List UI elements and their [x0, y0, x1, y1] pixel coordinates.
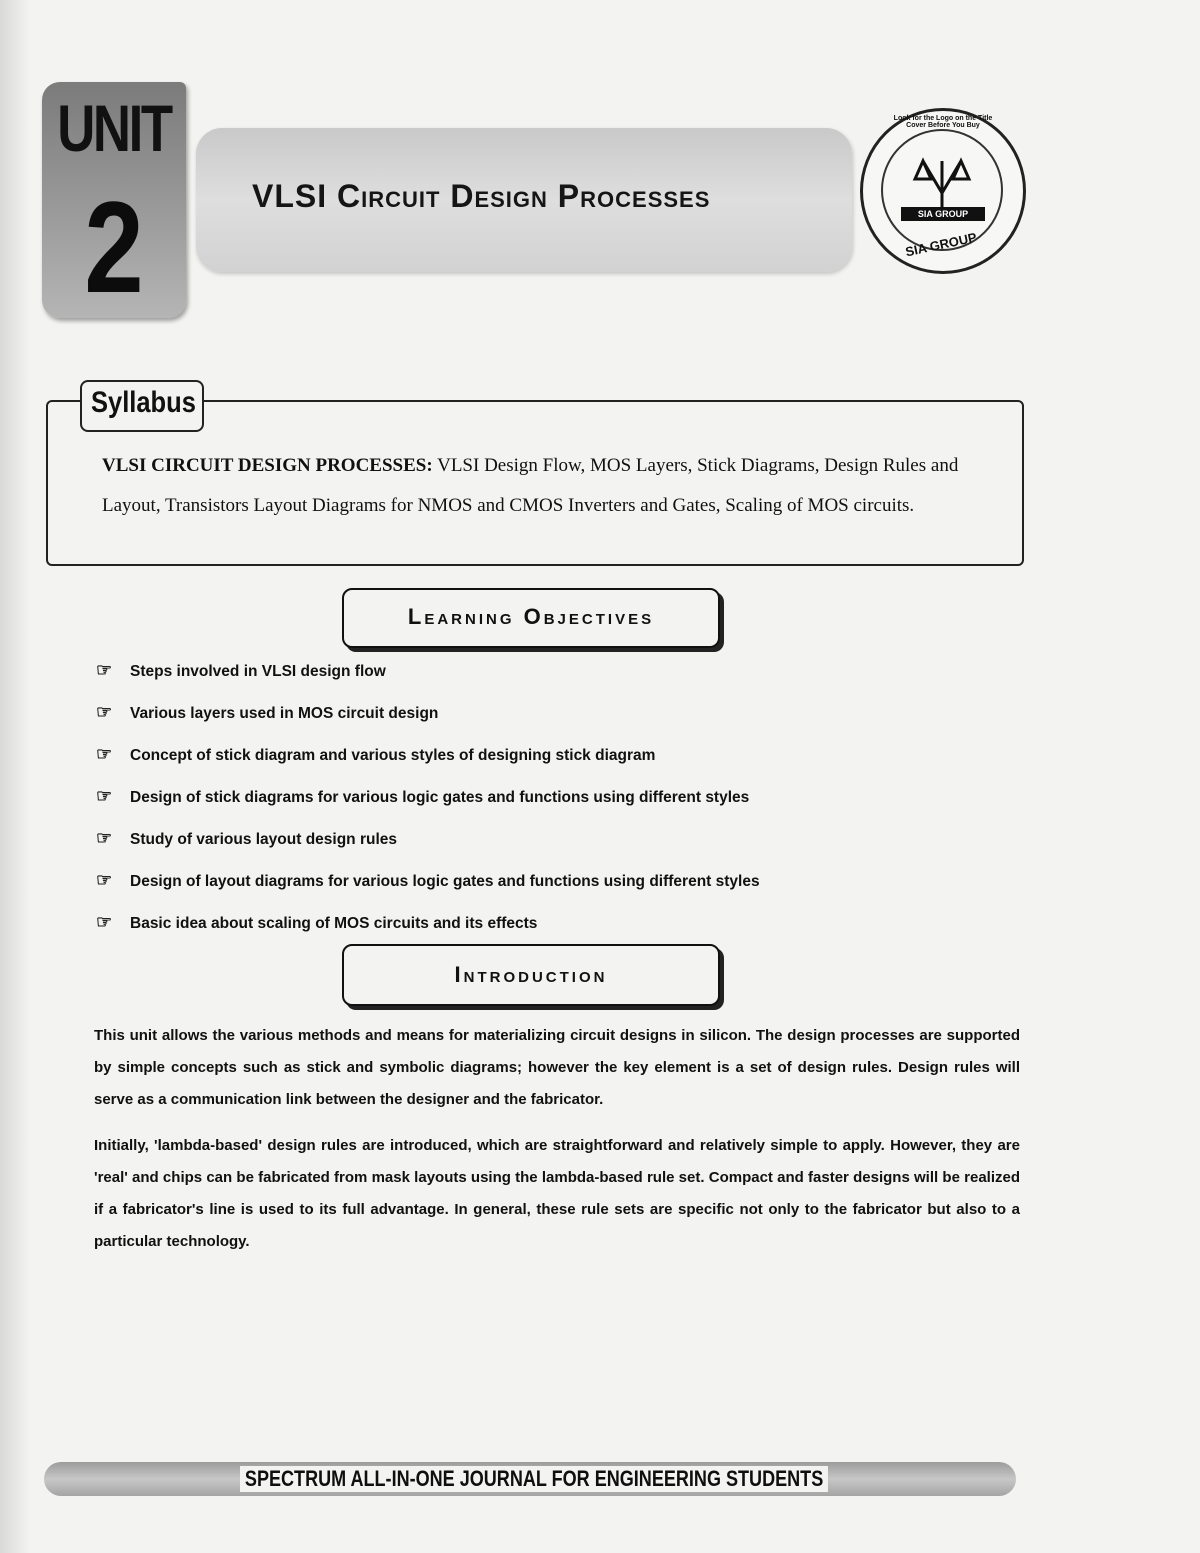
list-item: ☞ Study of various layout design rules: [96, 828, 397, 848]
pointing-hand-icon: ☞: [96, 702, 113, 722]
pointing-hand-icon: ☞: [96, 660, 113, 680]
learning-objectives-header: [342, 588, 720, 648]
list-item: ☞ Concept of stick diagram and various styles of designing stick diagram: [96, 744, 656, 764]
syllabus-text: VLSI Design Flow, MOS Layers, Stick Diagrams, Design Rules and Layout, Transistors Layout Diagrams for NMOS and CMOS Inverters and Gates, Scaling of MOS circuits.: [102, 455, 959, 516]
list-item: ☞ Design of layout diagrams for various logic gates and functions using different styles: [96, 870, 760, 890]
pointing-hand-icon: ☞: [96, 744, 113, 764]
intro-paragraph: This unit allows the various methods and means for materializing circuit designs in silicon. The design processes are supported by simple concepts such as stick and symbolic diagrams; however the key element is a set of design rules. Design rules will serve as a communication link between the designer and the fabricator.: [94, 1027, 1020, 1108]
syllabus-body: [102, 446, 972, 526]
learning-objectives-title: Learning Objectives: [407, 604, 655, 629]
introduction-body: [94, 1020, 1020, 1272]
syllabus-tab: [80, 380, 204, 432]
syllabus-heading: VLSI CIRCUIT DESIGN PROCESSES:: [102, 455, 433, 476]
page-edge-shadow: [0, 0, 30, 1553]
list-item: ☞ Design of stick diagrams for various logic gates and functions using different styles: [96, 786, 750, 806]
unit-number: 2: [84, 174, 144, 320]
pointing-hand-icon: ☞: [96, 786, 113, 806]
unit-label: UNIT: [57, 91, 171, 165]
seal-top-text: Look for the Logo on the Title Cover Before You Buy: [893, 115, 993, 129]
seal-ring-text: SIA GROUP: [903, 229, 979, 260]
unit-badge: [42, 82, 186, 318]
list-item: ☞ Basic idea about scaling of MOS circuits and its effects: [96, 912, 538, 932]
footer-bar: [44, 1462, 1016, 1496]
seal-group-label: SIA GROUP: [901, 207, 985, 221]
pointing-hand-icon: ☞: [96, 870, 113, 890]
syllabus-tab-label: Syllabus: [91, 386, 196, 419]
publisher-seal-logo: [860, 108, 1026, 274]
list-item: ☞ Various layers used in MOS circuit design: [96, 702, 439, 722]
title-banner: [196, 128, 852, 272]
intro-paragraph: Initially, 'lambda-based' design rules are introduced, which are straightforward and relatively simple to apply. However, they are 'real' and chips can be fabricated from mask layouts using the lambda-based rule set. Compact and faster designs will be realized if a fabricator's line is used to its full advantage. In general, these rule sets are specific not only to the fabricator but also to a particular technology.: [94, 1137, 1020, 1250]
pointing-hand-icon: ☞: [96, 912, 113, 932]
introduction-title: Introduction: [454, 962, 608, 987]
pointing-hand-icon: ☞: [96, 828, 113, 848]
list-item: ☞ Steps involved in VLSI design flow: [96, 660, 386, 680]
introduction-header: [342, 944, 720, 1006]
footer-journal-title: SPECTRUM ALL-IN-ONE JOURNAL FOR ENGINEERING STUDENTS: [240, 1466, 828, 1492]
chapter-title: VLSI Circuit Design Processes: [252, 178, 711, 214]
